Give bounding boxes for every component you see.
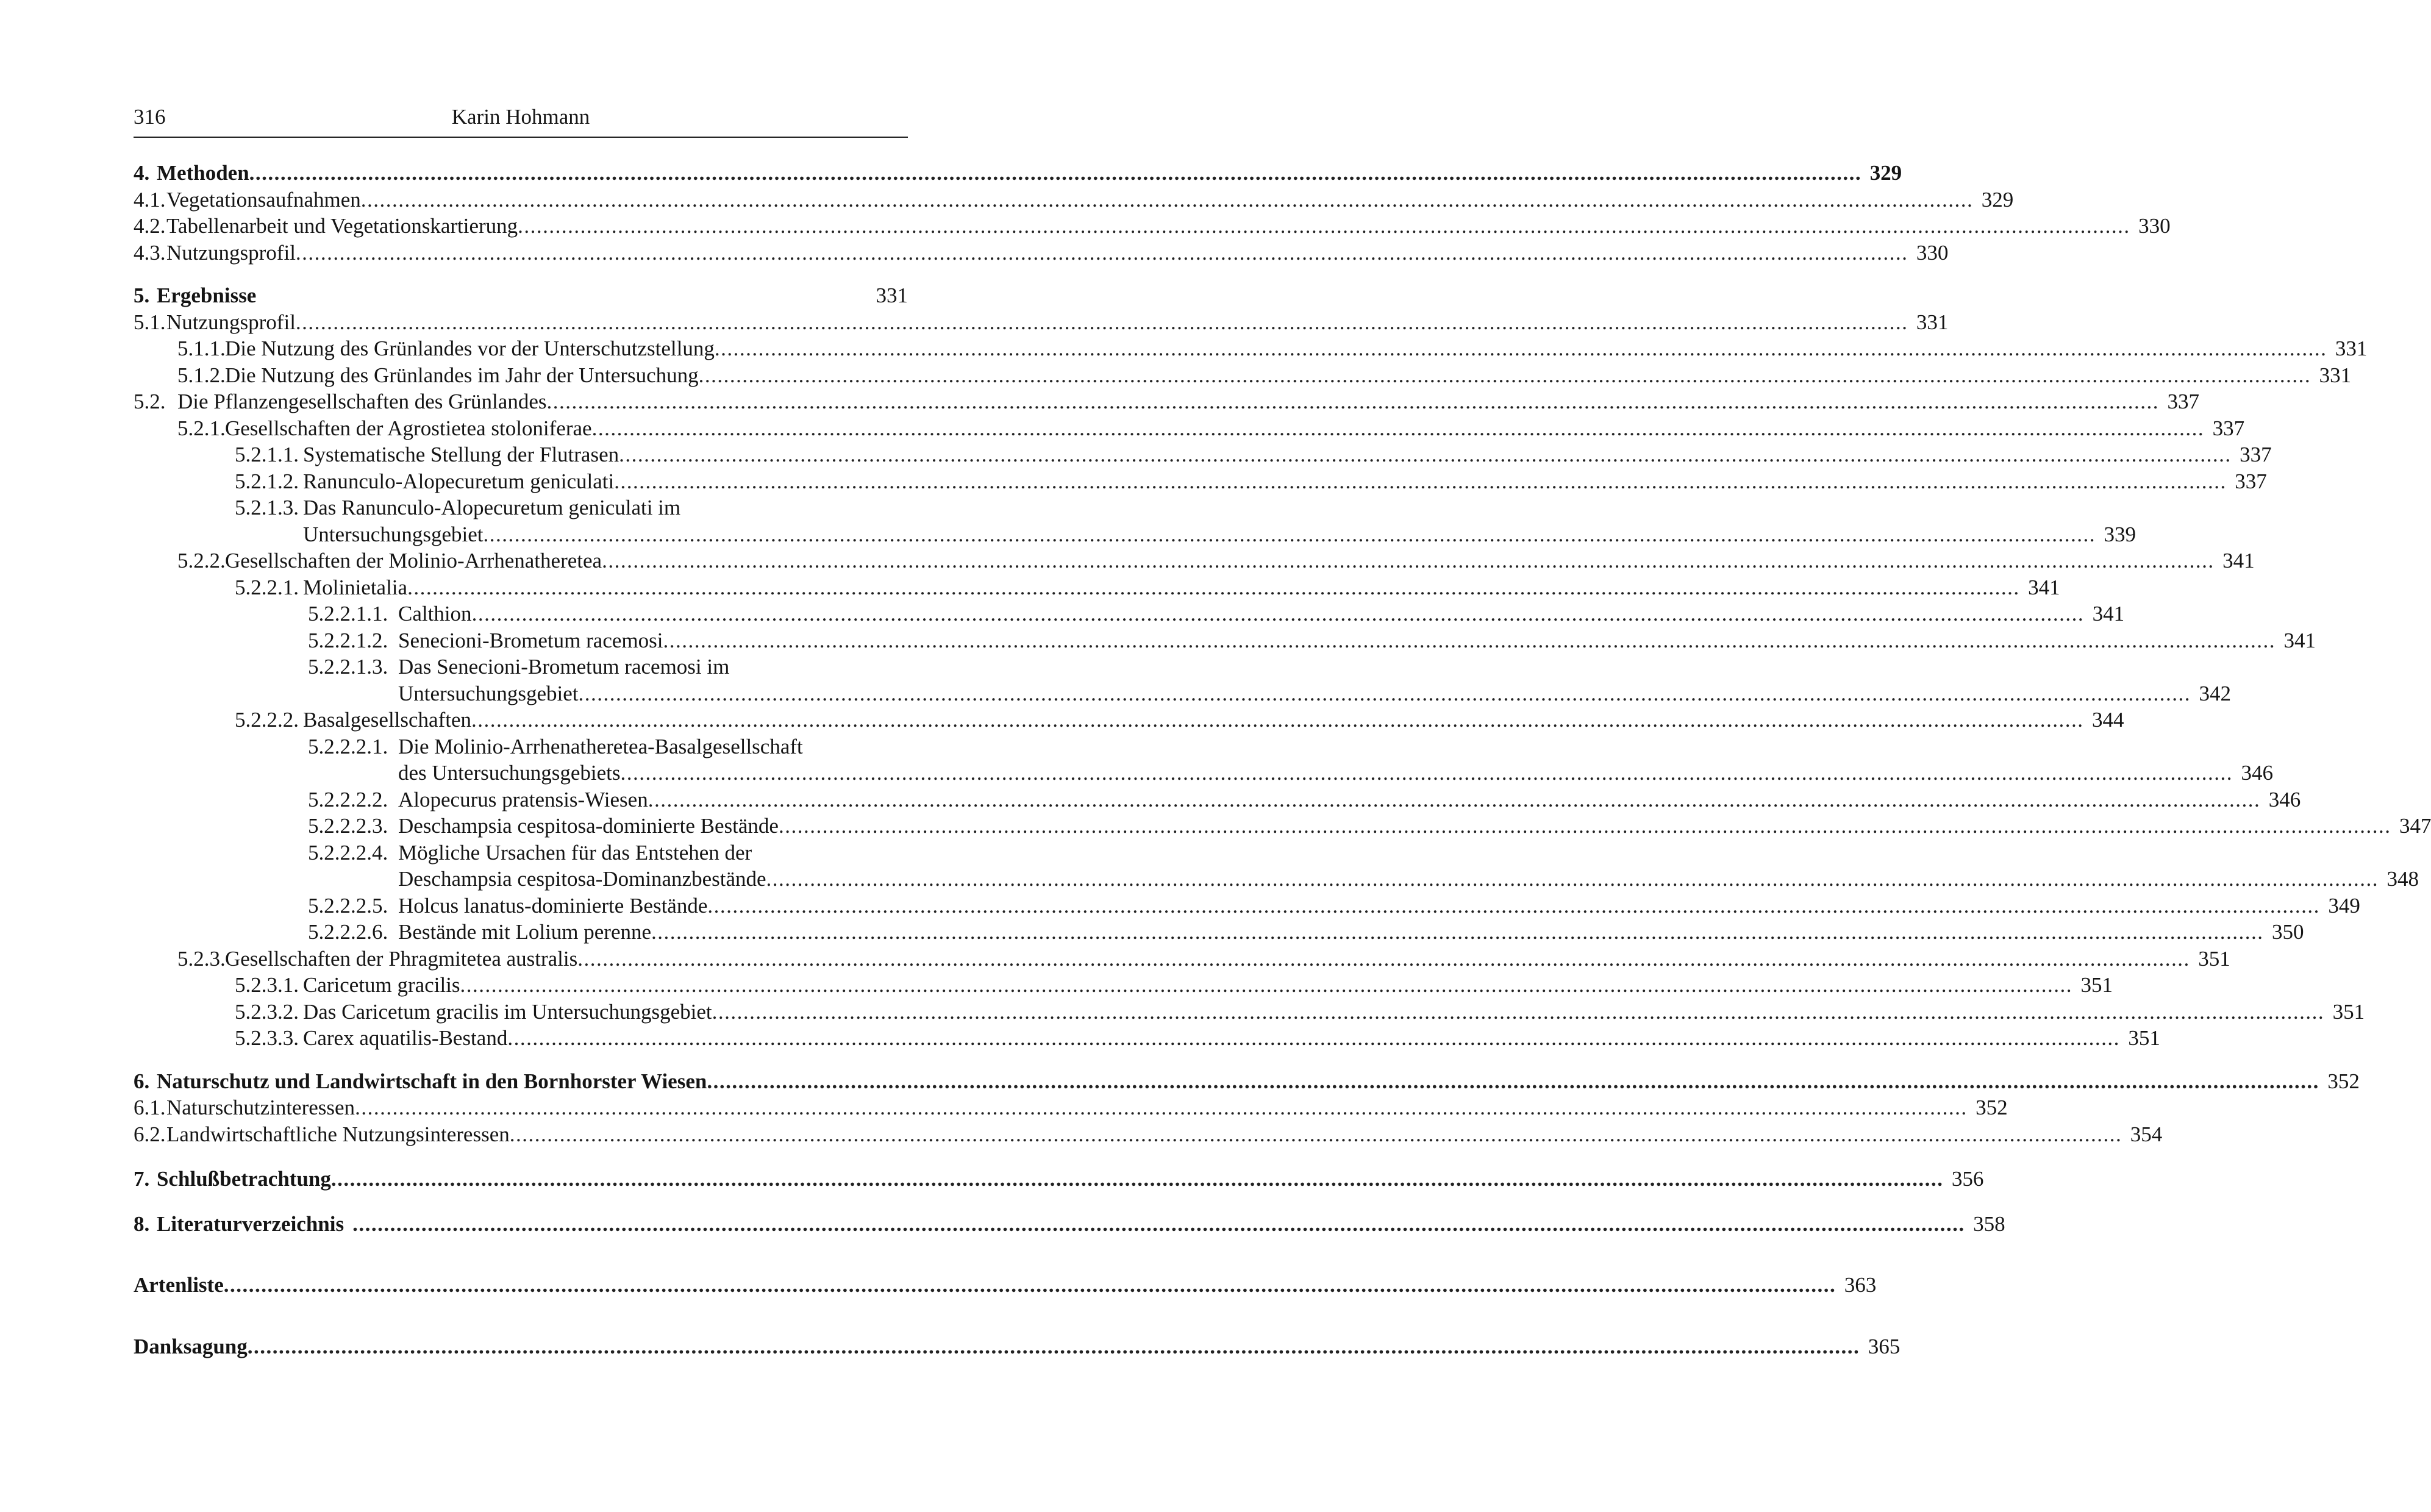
toc-entry-5-2-2-2-3[interactable]: 5.2.2.2.3. Deschampsia cespitosa-dominierte Bestände .................................................................................................................................................................................................................................................................. 347 xyxy=(308,814,2431,838)
toc-entry-5[interactable]: 5. Ergebnisse 331 xyxy=(134,284,908,307)
running-head xyxy=(134,101,908,133)
toc-entry-5-2-2-2-5[interactable]: 5.2.2.2.5. Holcus lanatus-dominierte Bestände .................................................................................................................................................................................................................................................................. 349 xyxy=(308,893,2360,918)
toc-entry-4-2[interactable]: 4.2. Tabellenarbeit und Vegetationskartierung .................................................................................................................................................................................................................................................................. 330 xyxy=(134,214,2171,238)
toc-entry-5-2-1-3[interactable]: 5.2.1.3. Das Ranunculo-Alopecuretum geniculati im xyxy=(235,496,681,519)
toc-entry-5-2-1-3-cont[interactable]: Untersuchungsgebiet .................................................................................................................................................................................................................................................................. 339 xyxy=(303,522,2136,546)
toc-entry-5-2-2-1-3-cont[interactable]: Untersuchungsgebiet .................................................................................................................................................................................................................................................................. 342 xyxy=(398,681,2231,705)
table-of-contents xyxy=(134,160,2431,1360)
toc-entry-5-2-1-1[interactable]: 5.2.1.1. Systematische Stellung der Flutrasen .................................................................................................................................................................................................................................................................. 337 xyxy=(235,443,2272,466)
toc-entry-6-1[interactable]: 6.1. Naturschutzinteressen .................................................................................................................................................................................................................................................................. 352 xyxy=(134,1096,2008,1119)
toc-entry-5-1-2[interactable]: 5.1.2. Die Nutzung des Grünlandes im Jahr der Untersuchung .................................................................................................................................................................................................................................................................. 331 xyxy=(177,363,2352,387)
toc-entry-4[interactable]: 4. Methoden .................................................................................................................................................................................................................................................................. 329 xyxy=(134,161,1902,185)
toc-entry-5-1-1[interactable]: 5.1.1. Die Nutzung des Grünlandes vor der Unterschutzstellung .................................................................................................................................................................................................................................................................. 331 xyxy=(177,337,2368,360)
toc-entry-6[interactable]: 6. Naturschutz und Landwirtschaft in den Bornhorster Wiesen .................................................................................................................................................................................................................................................................. 352 xyxy=(134,1069,2360,1093)
toc-entry-5-2-2-2-4[interactable]: 5.2.2.2.4. Mögliche Ursachen für das Entstehen der xyxy=(308,840,752,865)
toc-entry-5-2-2-1-2[interactable]: 5.2.2.1.2. Senecioni-Brometum racemosi .................................................................................................................................................................................................................................................................. 341 xyxy=(308,628,2316,652)
toc-entry-5-2-2-1-3[interactable]: 5.2.2.1.3. Das Senecioni-Brometum racemosi im xyxy=(308,655,730,679)
running-head-author: Karin Hohmann xyxy=(451,105,590,129)
toc-entry-5-2-2-2-2[interactable]: 5.2.2.2.2. Alopecurus pratensis-Wiesen .................................................................................................................................................................................................................................................................. 346 xyxy=(308,787,2301,811)
toc-entry-5-2[interactable]: 5.2. Die Pflanzengesellschaften des Grünlandes .................................................................................................................................................................................................................................................................. 337 xyxy=(134,390,2199,413)
toc-entry-7[interactable]: 7. Schlußbetrachtung .................................................................................................................................................................................................................................................................. 356 xyxy=(134,1167,1984,1191)
toc-entry-5-2-2-2-1-cont[interactable]: des Untersuchungsgebiets .................................................................................................................................................................................................................................................................. 346 xyxy=(398,761,2274,785)
toc-entry-5-2-2-1[interactable]: 5.2.2.1. Molinietalia .................................................................................................................................................................................................................................................................. 341 xyxy=(235,575,2060,599)
toc-entry-danksagung[interactable]: Danksagung .................................................................................................................................................................................................................................................................. 365 xyxy=(134,1334,1901,1358)
toc-entry-5-2-2-2-1[interactable]: 5.2.2.2.1. Die Molinio-Arrhenatheretea-Basalgesellschaft xyxy=(308,734,803,758)
page-number: 316 xyxy=(134,105,166,129)
toc-entry-5-1[interactable]: 5.1. Nutzungsprofil .................................................................................................................................................................................................................................................................. 331 xyxy=(134,310,1949,334)
header-rule xyxy=(134,137,908,138)
toc-entry-5-2-2-1-1[interactable]: 5.2.2.1.1. Calthion .................................................................................................................................................................................................................................................................. 341 xyxy=(308,602,2125,626)
toc-entry-artenliste[interactable]: Artenliste .................................................................................................................................................................................................................................................................. 363 xyxy=(134,1273,1877,1297)
toc-entry-5-2-2-2[interactable]: 5.2.2.2. Basalgesellschaften .................................................................................................................................................................................................................................................................. 344 xyxy=(235,708,2124,732)
toc-entry-5-2-1[interactable]: 5.2.1. Gesellschaften der Agrostietea stoloniferae .................................................................................................................................................................................................................................................................. 337 xyxy=(177,416,2245,440)
toc-entry-5-2-1-2[interactable]: 5.2.1.2. Ranunculo-Alopecuretum geniculati .................................................................................................................................................................................................................................................................. 337 xyxy=(235,469,2267,493)
toc-entry-8[interactable]: 8. Literaturverzeichnis .................................................................................................................................................................................................................................................................. 358 xyxy=(134,1211,2005,1236)
toc-entry-6-2[interactable]: 6.2. Landwirtschaftliche Nutzungsinteressen .................................................................................................................................................................................................................................................................. 354 xyxy=(134,1122,2163,1146)
toc-entry-5-2-3-2[interactable]: 5.2.3.2. Das Caricetum gracilis im Untersuchungsgebiet .................................................................................................................................................................................................................................................................. 351 xyxy=(235,999,2365,1024)
toc-entry-5-2-2[interactable]: 5.2.2. Gesellschaften der Molinio-Arrhenatheretea .................................................................................................................................................................................................................................................................. 341 xyxy=(177,549,2255,572)
toc-entry-4-3[interactable]: 4.3. Nutzungsprofil .................................................................................................................................................................................................................................................................. 330 xyxy=(134,240,1949,265)
toc-entry-5-2-3[interactable]: 5.2.3. Gesellschaften der Phragmitetea australis .................................................................................................................................................................................................................................................................. 351 xyxy=(177,946,2230,971)
toc-entry-5-2-3-1[interactable]: 5.2.3.1. Caricetum gracilis .................................................................................................................................................................................................................................................................. 351 xyxy=(235,973,2113,997)
toc-entry-4-1[interactable]: 4.1. Vegetationsaufnahmen .................................................................................................................................................................................................................................................................. 329 xyxy=(134,187,2014,212)
toc-entry-5-2-3-3[interactable]: 5.2.3.3. Carex aquatilis-Bestand .................................................................................................................................................................................................................................................................. 351 xyxy=(235,1026,2160,1050)
toc-entry-5-2-2-2-4-cont[interactable]: Deschampsia cespitosa-Dominanzbestände .................................................................................................................................................................................................................................................................. 348 xyxy=(398,867,2419,891)
toc-entry-5-2-2-2-6[interactable]: 5.2.2.2.6. Bestände mit Lolium perenne .................................................................................................................................................................................................................................................................. 350 xyxy=(308,920,2304,944)
